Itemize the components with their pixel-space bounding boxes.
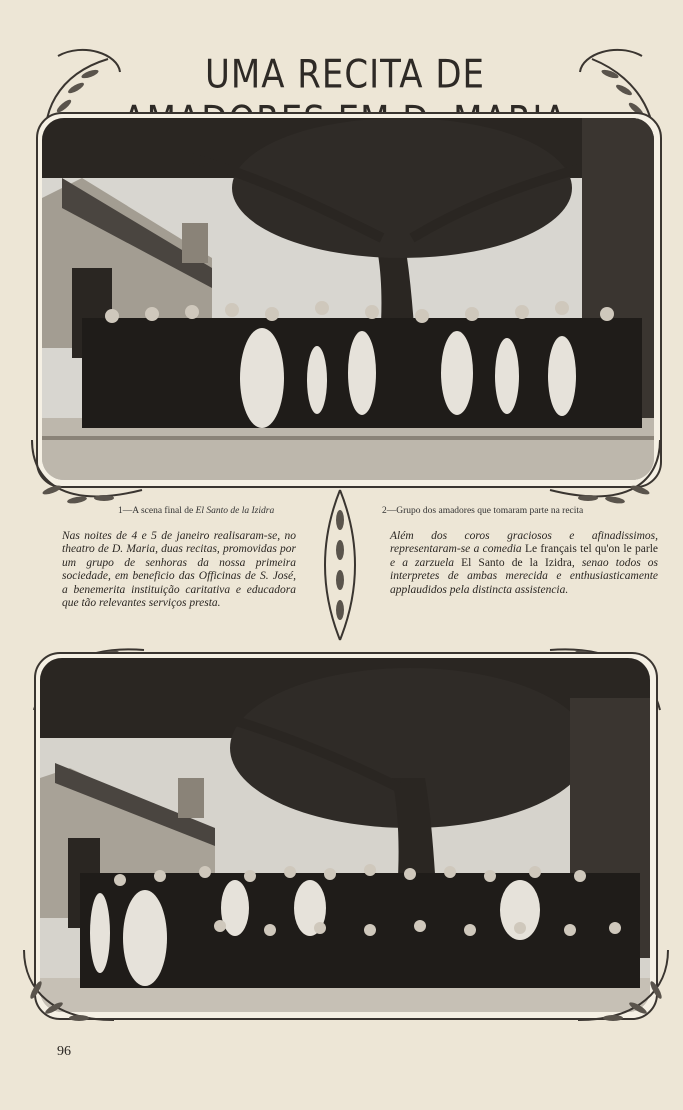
text-left-paragraph: Nas noites de 4 e 5 de janeiro realisaram-se, no theatro de D. Maria, duas recitas, promovidas por um grupo de senhoras da nossa primeira sociedade, em beneficio das Officinas de S. José, a benemerita instituição caritativa e educadora que tão relevantes serviços presta. <box>62 530 296 610</box>
text-column-right <box>390 530 658 597</box>
leaf-ornament-bottom-right <box>568 940 678 1030</box>
page-number: 96 <box>57 1044 71 1059</box>
text-right-part-c: e a zarzuela <box>390 556 462 569</box>
text-right-part-a: Além dos coros graciosos e afinadissimos, representaram-se a comedia <box>390 530 658 556</box>
caption-photo-2: 2—Grupo dos amadores que tomaram parte na recita <box>382 506 584 516</box>
caption-photo-1 <box>118 506 318 516</box>
caption-1-prefix: 1—A scena final de <box>118 506 196 516</box>
stage-photo-2 <box>40 658 650 1012</box>
text-right-play-2: El Santo de la Izidra <box>461 556 572 569</box>
caption-1-title: El Santo de la Izidra <box>195 506 275 516</box>
leaf-ornament-bottom-left <box>14 940 124 1030</box>
text-right-play-1: Le français tel qu'on le parle <box>524 543 658 556</box>
stage-photo-1 <box>42 118 654 480</box>
text-right-part-e: , senao todos os interpretes de ambas merecida e enthusiasticamente applaudidos pela distincta assistencia. <box>390 556 658 596</box>
text-column-left <box>62 530 296 610</box>
page-title: UMA RECITA DE <box>204 52 486 98</box>
